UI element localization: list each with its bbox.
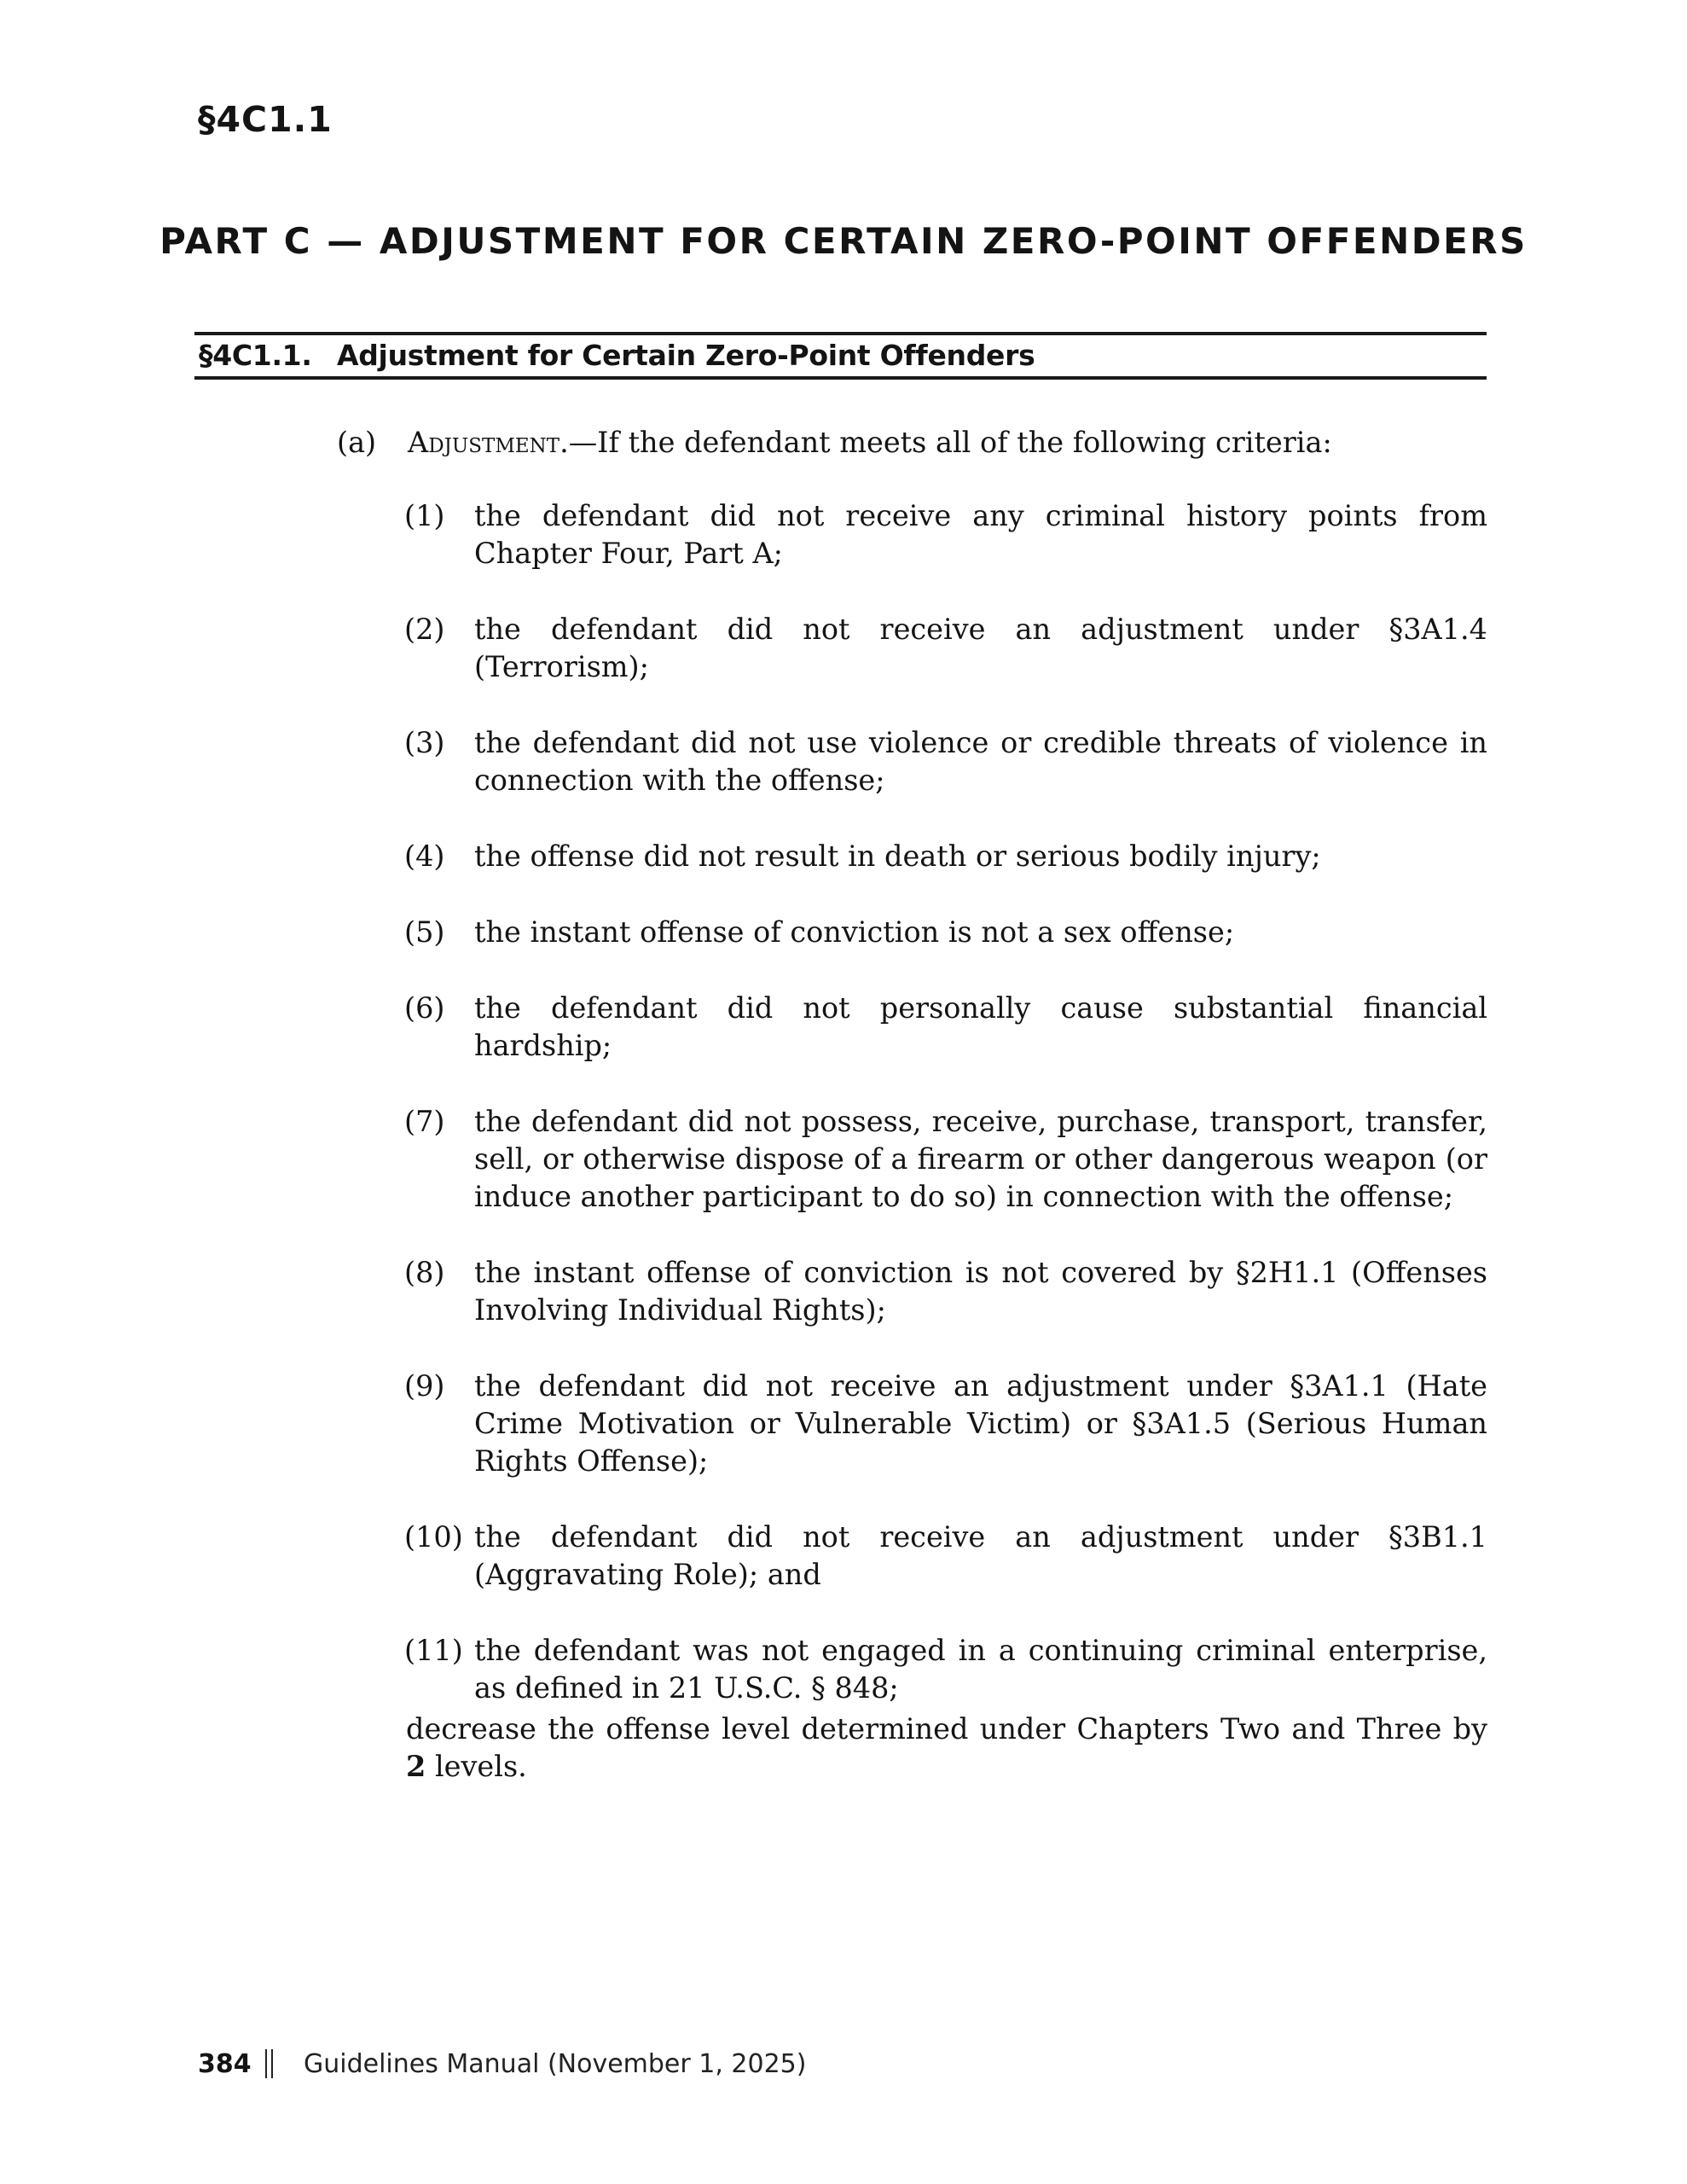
criterion-number: (9)	[404, 1369, 445, 1403]
conclusion-text-end: levels.	[426, 1750, 527, 1783]
criterion-3	[404, 724, 1487, 799]
section-heading	[194, 332, 1487, 380]
manual-title: Guidelines Manual (November 1, 2025)	[304, 2049, 807, 2079]
criterion-number: (11)	[404, 1634, 463, 1667]
criterion-number: (7)	[404, 1105, 445, 1138]
criterion-2	[404, 611, 1487, 686]
part-title: PART C — ADJUSTMENT FOR CERTAIN ZERO-POINT OFFENDERS	[159, 220, 1528, 262]
conclusion-paragraph	[406, 1711, 1487, 1786]
criterion-text: the defendant did not possess, receive, purchase, transport, transfer, sell, or otherwise dispose of a firearm or other dangerous weapon (or induce another participant to do so) in connection with the offense;	[474, 1105, 1487, 1213]
criterion-9	[404, 1368, 1487, 1480]
section-number: §4C1.1.	[199, 339, 312, 372]
criterion-text: the defendant did not receive an adjustment under §3A1.1 (Hate Crime Motivation or Vulnerable Victim) or §3A1.5 (Serious Human Rights Offense);	[474, 1369, 1487, 1478]
criterion-11	[404, 1632, 1487, 1707]
conclusion-text: decrease the offense level determined under Chapters Two and Three by	[406, 1712, 1487, 1745]
running-head: §4C1.1	[198, 99, 333, 140]
criterion-text: the defendant was not engaged in a continuing criminal enterprise, as defined in 21 U.S.C. § 848;	[474, 1634, 1487, 1705]
criterion-number: (4)	[404, 839, 445, 873]
criterion-number: (1)	[404, 499, 445, 532]
criterion-text: the instant offense of conviction is not covered by §2H1.1 (Offenses Involving Individual Rights);	[474, 1256, 1487, 1327]
section-title: Adjustment for Certain Zero-Point Offenders	[337, 339, 1035, 372]
criterion-text: the defendant did not receive an adjustment under §3B1.1 (Aggravating Role); and	[474, 1520, 1487, 1591]
criterion-text: the defendant did not receive an adjustment under §3A1.4 (Terrorism);	[474, 613, 1487, 683]
criterion-text: the instant offense of conviction is not a sex offense;	[474, 915, 1235, 949]
criterion-text: the offense did not result in death or serious bodily injury;	[474, 839, 1321, 873]
criterion-5	[404, 914, 1487, 951]
subsection-label: (a)	[337, 426, 377, 459]
criterion-number: (3)	[404, 726, 445, 759]
criterion-8	[404, 1254, 1487, 1329]
criterion-number: (2)	[404, 613, 445, 646]
criterion-1	[404, 497, 1487, 572]
criterion-number: (10)	[404, 1520, 463, 1554]
subsection-lead-in	[408, 424, 1332, 462]
subsection-lead-in-text: —If the defendant meets all of the following criteria:	[568, 426, 1332, 459]
criterion-10	[404, 1519, 1487, 1594]
subsection-caption: Adjustment.	[408, 426, 569, 459]
criterion-number: (5)	[404, 915, 445, 949]
level-decrease-value: 2	[406, 1750, 426, 1783]
criterion-text: the defendant did not receive any criminal history points from Chapter Four, Part A;	[474, 499, 1487, 570]
criterion-text: the defendant did not personally cause substantial financial hardship;	[474, 991, 1487, 1062]
criterion-6	[404, 990, 1487, 1065]
criterion-number: (8)	[404, 1256, 445, 1289]
footer-divider	[265, 2049, 273, 2078]
criterion-7	[404, 1103, 1487, 1216]
criterion-text: the defendant did not use violence or credible threats of violence in connection with the offense;	[474, 726, 1487, 797]
criterion-number: (6)	[404, 991, 445, 1025]
criteria-list	[404, 497, 1487, 1745]
page-number: 384	[198, 2049, 252, 2079]
criterion-4	[404, 838, 1487, 875]
